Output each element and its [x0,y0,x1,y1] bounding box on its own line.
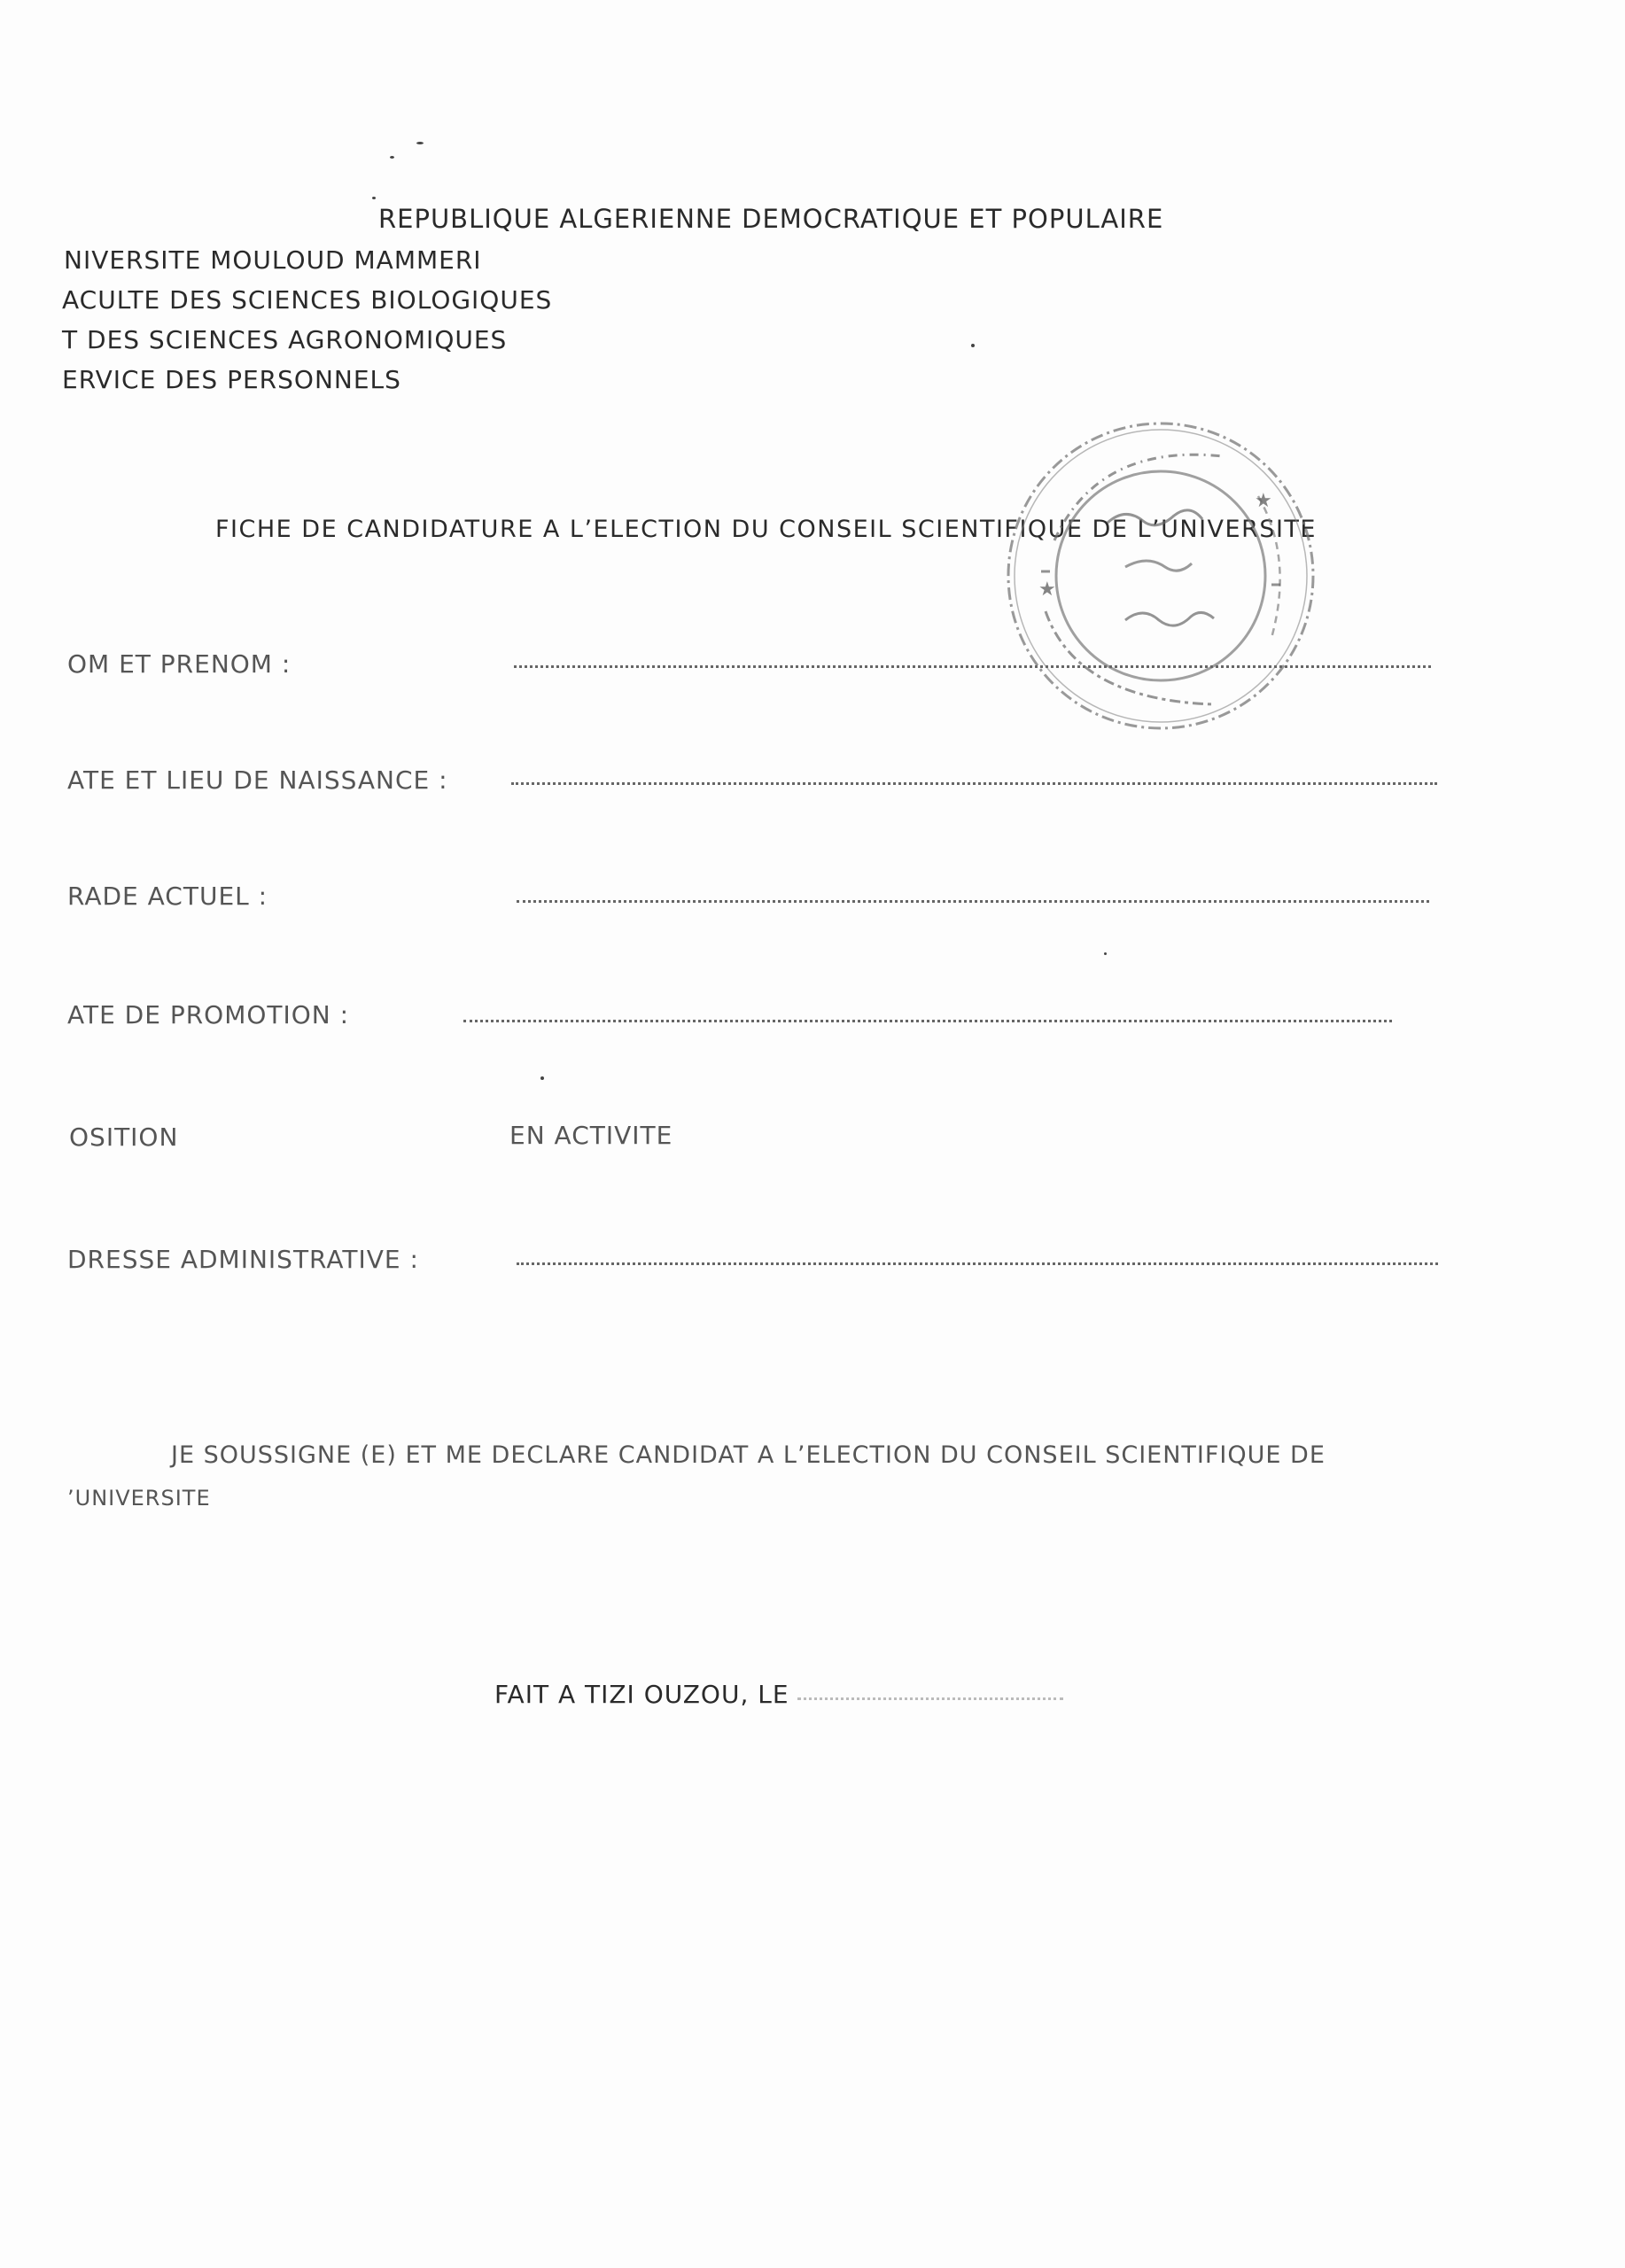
declaration-text-continued: ’UNIVERSITE [67,1486,211,1511]
field-label-position: OSITION [69,1122,179,1152]
official-stamp-icon [992,408,1329,744]
field-label-promotion: ATE DE PROMOTION : [67,1000,350,1029]
university-name: NIVERSITE MOULOUD MAMMERI [64,245,482,275]
republic-heading: REPUBLIQUE ALGERIENNE DEMOCRATIQUE ET POPULAIRE [378,204,1164,234]
service-name: ERVICE DES PERSONNELS [62,365,401,394]
svg-text:★: ★ [1038,579,1056,601]
faculty-name-continued: T DES SCIENCES AGRONOMIQUES [62,325,508,354]
field-label-grade: RADE ACTUEL : [67,882,268,911]
scan-speck [372,197,376,199]
field-input-nom-prenom[interactable] [514,665,1431,668]
scan-speck [416,142,424,144]
signature-place-date: FAIT A TIZI OUZOU, LE [494,1680,789,1709]
field-label-naissance: ATE ET LIEU DE NAISSANCE : [67,765,448,795]
form-title: FICHE DE CANDIDATURE A L’ELECTION DU CONSEIL SCIENTIFIQUE DE L’UNIVERSITE [215,516,1317,543]
scan-speck [540,1076,544,1080]
declaration-text: JE SOUSSIGNE (E) ET ME DECLARE CANDIDAT A L’ELECTION DU CONSEIL SCIENTIFIQUE DE [171,1441,1326,1469]
field-input-naissance[interactable] [511,782,1437,785]
field-label-nom-prenom: OM ET PRENOM : [67,649,292,679]
field-input-date[interactable] [797,1697,1063,1700]
scan-speck [1104,952,1107,955]
field-input-promotion[interactable] [463,1020,1392,1022]
faculty-name: ACULTE DES SCIENCES BIOLOGIQUES [62,285,553,315]
field-value-position: EN ACTIVITE [509,1121,673,1150]
field-input-adresse[interactable] [517,1262,1438,1265]
scan-speck [971,344,975,347]
scan-speck [390,156,394,159]
field-input-grade[interactable] [517,900,1429,903]
svg-text:★: ★ [1255,490,1272,512]
field-label-adresse: DRESSE ADMINISTRATIVE : [67,1245,419,1274]
